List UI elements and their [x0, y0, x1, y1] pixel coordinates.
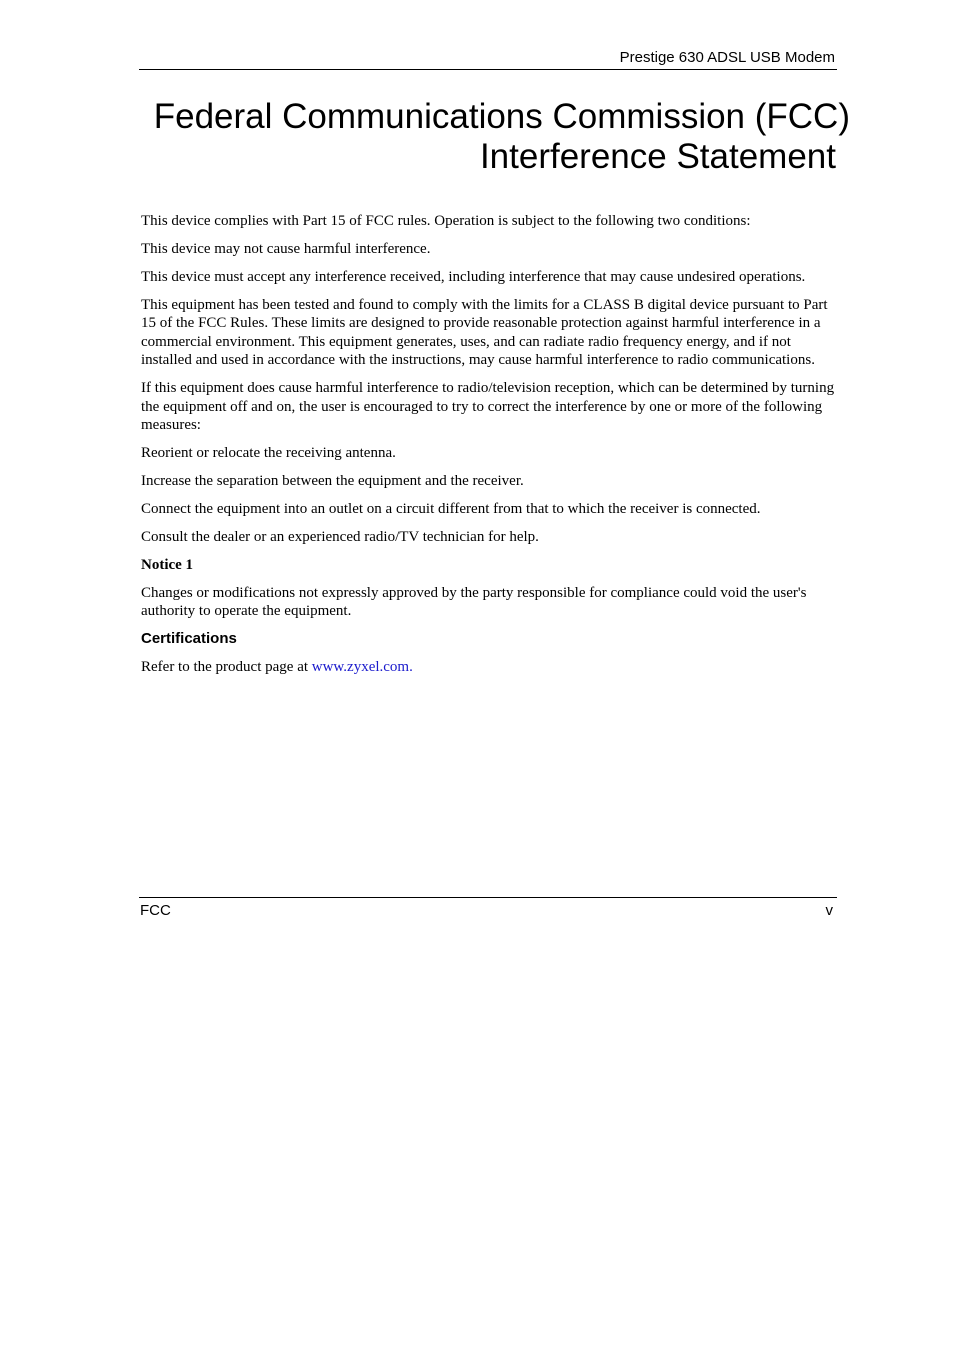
- zyxel-link[interactable]: www.zyxel.com.: [311, 659, 413, 676]
- footer-page-number: v: [825, 902, 833, 919]
- footer-section-name: FCC: [140, 902, 171, 919]
- paragraph-condition-2: This device must accept any interference received, including interference that may cause undesired operations.: [141, 269, 806, 285]
- page-title: [139, 97, 850, 177]
- measure-separation: Increase the separation between the equipment and the receiver.: [141, 473, 524, 490]
- paragraph-class-b: This equipment has been tested and found to comply with the limits for a CLASS B digital device pursuant to Part 15 of the FCC Rules. These limits are designed to provide reasonable protection against harmful interference in a commercial environment. This equipment generates, uses, and can radiate radio frequency energy, and if not installed and used in accordance with the instructions, may cause harmful interference to radio communications.: [141, 297, 828, 369]
- certifications-heading: Certifications: [141, 630, 237, 648]
- title-line-2: Interference Statement: [479, 137, 836, 176]
- running-footer: [139, 897, 837, 919]
- paragraph-measures-intro: If this equipment does cause harmful interference to radio/television reception, which can be determined by turning the equipment off and on, the user is encouraged to try to correct the interference by one or more of the following measures:: [141, 380, 835, 434]
- measure-reorient: Reorient or relocate the receiving antenna.: [141, 445, 396, 462]
- running-header: [139, 48, 837, 70]
- title-line-1: Federal Communications Commission (FCC): [153, 97, 850, 136]
- body-content: [141, 212, 837, 686]
- header-product-name: Prestige 630 ADSL USB Modem: [619, 49, 835, 66]
- certifications-text-prefix: Refer to the product page at: [141, 659, 312, 676]
- paragraph-condition-1: This device may not cause harmful interference.: [141, 241, 431, 257]
- certifications-text: [141, 658, 837, 676]
- notice-heading: Notice 1: [141, 557, 194, 574]
- measure-outlet: Connect the equipment into an outlet on a circuit different from that to which the receiver is connected.: [141, 501, 761, 518]
- paragraph-compliance: This device complies with Part 15 of FCC rules. Operation is subject to the following two conditions:: [141, 213, 751, 229]
- measure-consult: Consult the dealer or an experienced radio/TV technician for help.: [141, 529, 539, 546]
- notice-text: Changes or modifications not expressly approved by the party responsible for compliance could void the user's authority to operate the equipment.: [141, 585, 807, 620]
